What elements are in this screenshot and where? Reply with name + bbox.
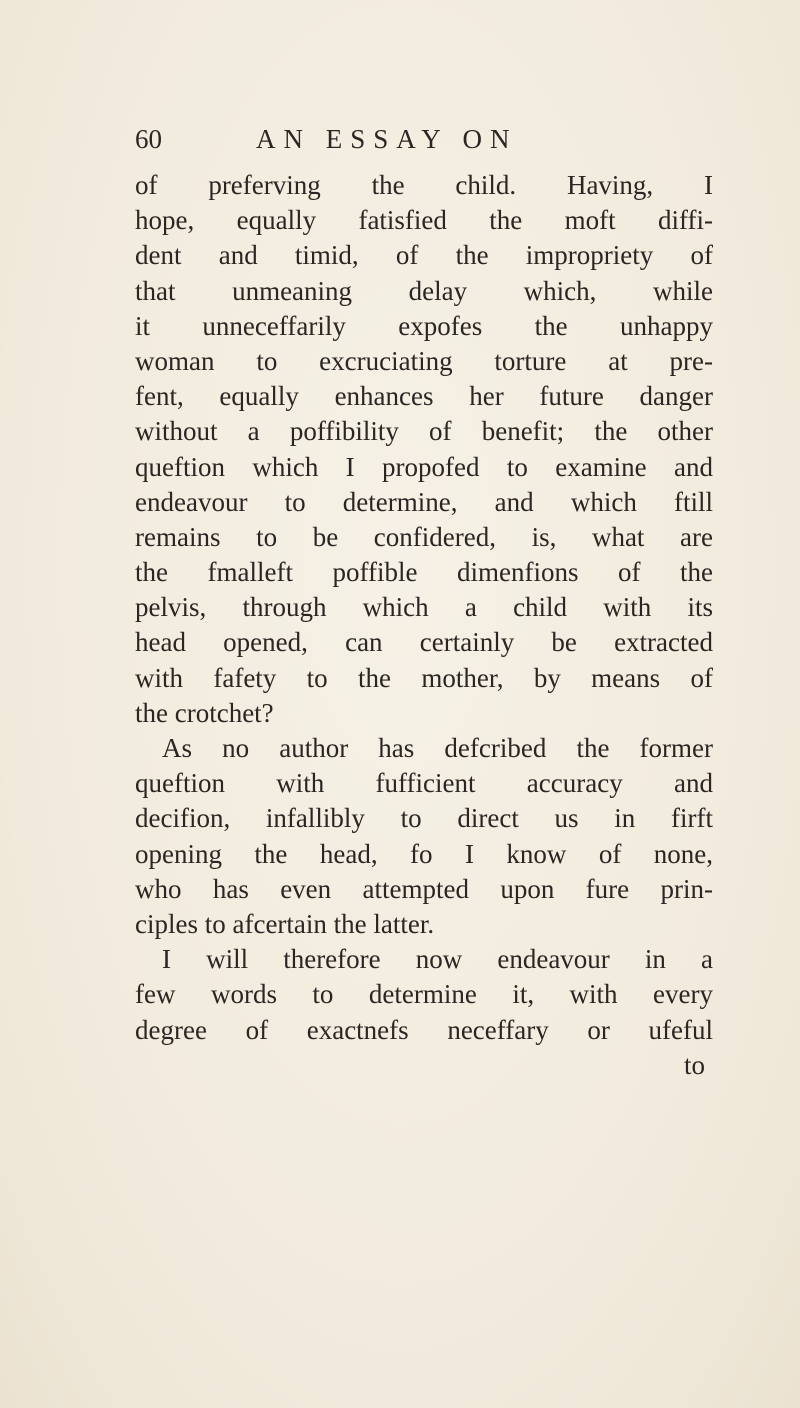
running-title: AN ESSAY ON xyxy=(256,124,518,154)
text-line: decifion, infallibly to direct us in firft xyxy=(135,803,713,834)
text-line: few words to determine it, with every xyxy=(135,979,713,1010)
text-line: opening the head, fo I know of none, xyxy=(135,838,713,869)
text-line: queftion with fufficient accuracy and xyxy=(135,768,713,799)
text-line: endeavour to determine, and which ftill xyxy=(135,486,713,517)
text-line: the fmalleft poffible dimenfions of the xyxy=(135,557,713,588)
text-line: it unneceffarily expofes the unhappy xyxy=(135,310,713,341)
text-line: hope, equally fatisfied the moft diffi- xyxy=(135,205,713,236)
text-line: fent, equally enhances her future danger xyxy=(135,381,713,412)
body-text xyxy=(135,168,713,1083)
text-line: I will therefore now endeavour in a xyxy=(162,944,713,975)
text-line: head opened, can certainly be extracted xyxy=(135,627,713,658)
text-line: As no author has defcribed the former xyxy=(162,733,713,763)
text-line: ciples to afcertain the latter. xyxy=(135,908,435,939)
catchword: to xyxy=(683,1049,705,1080)
text-line: remains to be confidered, is, what are xyxy=(135,521,713,552)
text-line: the crotchet? xyxy=(135,697,274,728)
text-line: woman to excruciating torture at pre- xyxy=(135,345,713,376)
text-line: of preferving the child. Having, I xyxy=(135,170,713,200)
text-line: queftion which I propofed to examine and xyxy=(135,451,713,482)
text-line: who has even attempted upon fure prin- xyxy=(135,873,713,904)
page-header xyxy=(135,124,695,160)
text-line: without a poffibility of benefit; the other xyxy=(135,416,713,447)
text-line: that unmeaning delay which, while xyxy=(135,275,713,306)
text-line: pelvis, through which a child with its xyxy=(135,592,713,623)
page-number: 60 xyxy=(135,124,162,154)
text-line: with fafety to the mother, by means of xyxy=(135,662,713,693)
text-line: dent and timid, of the impropriety of xyxy=(135,240,713,271)
text-line: degree of exactnefs neceffary or ufeful xyxy=(135,1014,713,1045)
